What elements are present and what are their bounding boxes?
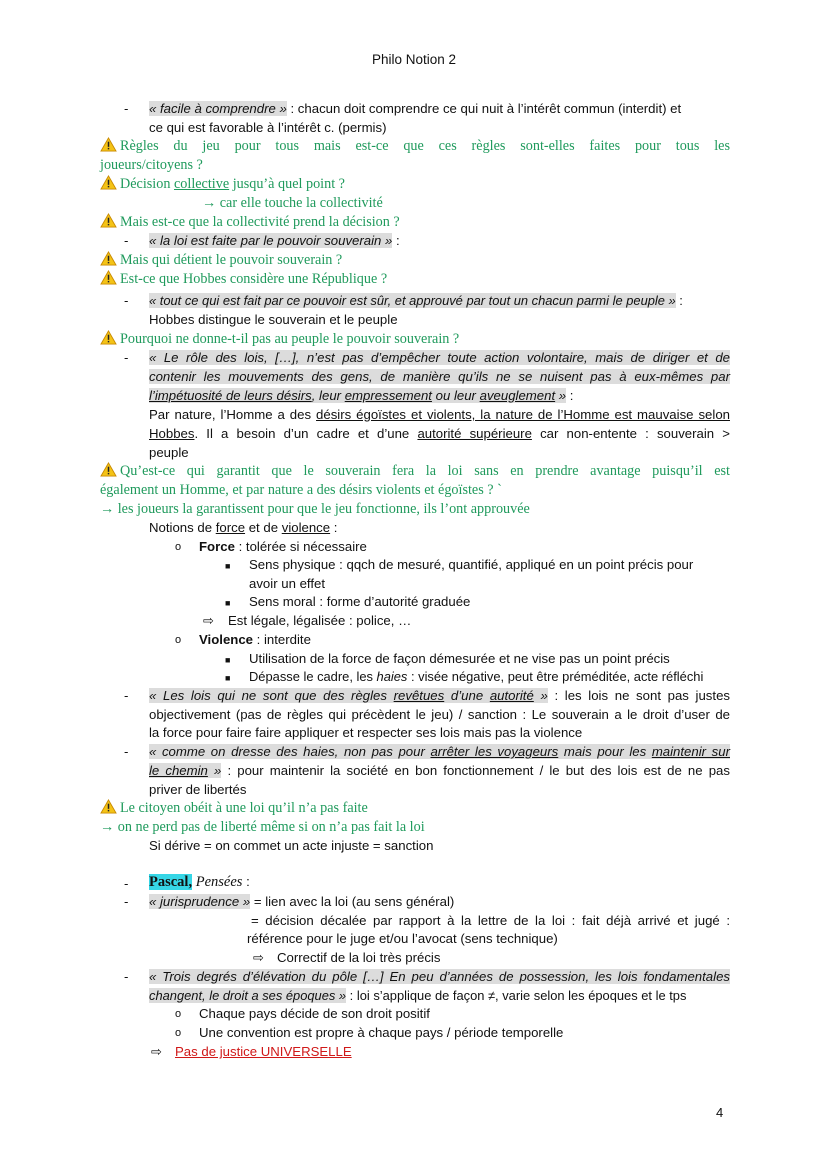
circle-bullet-icon: o (175, 634, 182, 646)
dash-bullet: - (124, 744, 129, 759)
dash-bullet: - (124, 894, 129, 909)
question-line (100, 799, 368, 818)
question-text: jusqu’à quel point ? (229, 176, 345, 192)
text-span: et de (245, 520, 282, 535)
text-line: référence pour le juge et/ou l’avocat (sens technique) (247, 931, 558, 946)
warning-triangle-icon (100, 251, 117, 266)
dash-bullet: - (124, 876, 129, 891)
author-name: Pascal, (149, 874, 193, 890)
text-line (149, 687, 730, 706)
quote: revêtues (393, 688, 445, 703)
text-line (149, 873, 250, 892)
text-span: : interdite (253, 632, 311, 647)
conclusion-text: Pas de justice UNIVERSELLE (175, 1044, 352, 1059)
warning-triangle-icon (100, 799, 117, 814)
quote: contenir les mouvements des gens, de manière qu’ils ne se nuisent pas à eux-mêmes par (149, 369, 730, 384)
arrow-text: car elle touche la collectivité (219, 195, 383, 211)
page-header-title: Philo Notion 2 (371, 52, 457, 67)
text-line (149, 519, 337, 538)
arrow-line (100, 500, 530, 519)
quote: » (207, 763, 222, 778)
text-span: Violence (199, 632, 253, 647)
quote: « facile à comprendre » (149, 101, 287, 116)
quote: changent, le droit a ses époques » (149, 988, 347, 1003)
quote: » (533, 688, 548, 703)
text-line (149, 100, 730, 119)
question-text: Mais est-ce que la collectivité prend la décision ? (120, 214, 400, 230)
double-arrow-icon: ⇨ (253, 950, 265, 965)
question-line (100, 175, 345, 194)
text-span: Notions de (149, 520, 216, 535)
text-line: Est légale, légalisée : police, … (228, 613, 412, 628)
quote: « comme on dresse des haies, non pas pour (149, 744, 431, 759)
double-arrow-icon: ⇨ (203, 613, 215, 628)
text-span: : loi s’applique de façon ≠, varie selon les époques et le tps (346, 988, 687, 1003)
dash-bullet: - (124, 101, 129, 116)
text-line (247, 912, 730, 931)
warning-triangle-icon (100, 330, 117, 345)
text-span: haies (376, 669, 408, 684)
question-text: Mais qui détient le pouvoir souverain ? (120, 252, 343, 268)
text-span: : (675, 293, 683, 308)
text-span: : les lois ne sont pas justes (547, 688, 730, 703)
question-line (100, 270, 387, 289)
quote: maintenir sur (651, 744, 730, 759)
text-line: Utilisation de la force de façon démesurée et ne vise pas un point précis (249, 651, 670, 666)
text-span: car non-entente : souverain > (531, 426, 730, 441)
text-span: = décision décalée par rapport à la lettre de la loi : fait déjà arrivé et jugé : (251, 913, 730, 928)
quote: « Trois degrés d’élévation du pôle […] En peu d’années de possession, les lois fondamentales (149, 969, 730, 984)
circle-bullet-icon: o (175, 1027, 182, 1039)
text-span: = lien avec la loi (au sens général) (250, 894, 455, 909)
question-text: Le citoyen obéit à une loi qu’il n’a pas faite (120, 800, 368, 816)
right-arrow-icon: → (100, 501, 118, 517)
text-line (199, 631, 311, 650)
quote: ou leur (431, 388, 480, 403)
quote: d’une (444, 688, 490, 703)
page-number: 4 (716, 1105, 724, 1120)
square-bullet-icon: ■ (225, 655, 231, 665)
square-bullet-icon: ■ (225, 673, 231, 683)
text-line: ce qui est favorable à l’intérêt c. (permis) (149, 120, 387, 135)
question-text: Décision (120, 176, 174, 192)
question-line (100, 251, 342, 270)
quote: » (555, 388, 567, 403)
text-span: : tolérée si nécessaire (234, 539, 367, 554)
text-line: Correctif de la loi très précis (277, 950, 441, 965)
dash-bullet: - (124, 233, 129, 248)
text-line (149, 893, 454, 912)
dash-bullet: - (124, 350, 129, 365)
text-span: : (566, 388, 574, 403)
text-span: : visée négative, peut être préméditée, acte réfléchi (407, 669, 704, 684)
warning-triangle-icon (100, 213, 117, 228)
text-span: violence (281, 520, 331, 535)
text-line: Hobbes distingue le souverain et le peuple (149, 312, 398, 327)
quote: empressement (344, 388, 432, 403)
text-line: priver de libertés (149, 782, 247, 797)
text-span: Force (199, 539, 235, 554)
quote: « Les lois qui ne sont que des règles (149, 688, 394, 703)
text-line: Une convention est propre à chaque pays / période temporelle (199, 1025, 564, 1040)
question-line: joueurs/citoyens ? (100, 157, 203, 173)
right-arrow-icon: → (202, 195, 220, 211)
text-line (149, 406, 730, 425)
quote: aveuglement (479, 388, 556, 403)
quote: « jurisprudence » (149, 894, 251, 909)
warning-triangle-icon (100, 137, 117, 152)
text-line (249, 668, 703, 687)
question-line (100, 137, 730, 156)
question-line (100, 462, 730, 481)
text-line (149, 987, 686, 1006)
text-line: la force pour faire faire appliquer et respecter ses lois mais pas la violence (149, 725, 583, 740)
text-line (149, 743, 730, 762)
text-span: : (392, 233, 400, 248)
question-line (100, 213, 400, 232)
text-span: : chacun doit comprendre ce qui nuit à l’intérêt commun (interdit) et (286, 101, 682, 116)
text-line (149, 368, 730, 387)
question-text: Est-ce que Hobbes considère une République ? (120, 271, 388, 287)
arrow-line (100, 818, 425, 837)
question-text: Pourquoi ne donne-t-il pas au peuple le pouvoir souverain ? (120, 331, 460, 347)
text-line (149, 232, 400, 251)
question-text: Règles du jeu pour tous mais est-ce que ces règles sont-elles faites pour tous les (120, 138, 730, 154)
quote: , leur (311, 388, 345, 403)
question-text: collective (173, 176, 230, 192)
text-line: Sens moral : forme d’autorité graduée (249, 594, 471, 609)
quote: « tout ce qui est fait par ce pouvoir est sûr, et approuvé par tout un chacun parmi le peuple » (149, 293, 676, 308)
text-line: Chaque pays décide de son droit positif (199, 1006, 430, 1021)
text-line (149, 425, 730, 444)
quote: arrêter les voyageurs (430, 744, 559, 759)
text-span: Par nature, l’Homme a des (149, 407, 317, 422)
double-arrow-icon: ⇨ (151, 1044, 163, 1059)
text-span: Dépasse le cadre, les (249, 669, 377, 684)
quote: l’impétuosité de leurs désirs (149, 388, 312, 403)
text-span: autorité supérieure (417, 426, 532, 441)
arrow-text: les joueurs la garantissent pour que le jeu fonctionne, ils l’ont approuvée (117, 501, 530, 517)
text-line: peuple (149, 445, 189, 460)
text-line (149, 349, 730, 368)
warning-triangle-icon (100, 462, 117, 477)
question-text: Qu’est-ce qui garantit que le souverain fera la loi sans en prendre avantage puisqu’il est (120, 463, 730, 479)
quote: le chemin (149, 763, 208, 778)
arrow-text: on ne perd pas de liberté même si on n’a pas fait la loi (117, 819, 425, 835)
arrow-line (202, 194, 383, 213)
circle-bullet-icon: o (175, 1008, 182, 1020)
text-line (149, 762, 730, 781)
dash-bullet: - (124, 688, 129, 703)
text-line (149, 968, 730, 987)
warning-triangle-icon (100, 270, 117, 285)
text-span: : (330, 520, 338, 535)
quote: autorité (489, 688, 534, 703)
quote: « la loi est faite par le pouvoir souverain » (149, 233, 393, 248)
quote: mais pour les (558, 744, 652, 759)
book-title: Pensées (192, 874, 243, 890)
text-span: : pour maintenir la société en bon fonctionnement / le but des lois est de ne pas (221, 763, 730, 778)
dash-bullet: - (124, 969, 129, 984)
text-span: Hobbes (149, 426, 195, 441)
text-line: Sens physique : qqch de mesuré, quantifié, appliqué en un point précis pour (249, 557, 694, 572)
text-line (149, 387, 573, 406)
quote: « Le rôle des lois, […], n’est pas d’empêcher toute action volontaire, mais de diriger et de (149, 350, 730, 365)
right-arrow-icon: → (100, 819, 118, 835)
text-span: désirs égoïstes et violents, la nature de l’Homme est mauvaise selon (316, 407, 730, 422)
text-span: . Il a besoin d’un cadre et d’une (194, 426, 418, 441)
warning-triangle-icon (100, 175, 117, 190)
text-line (199, 538, 367, 557)
circle-bullet-icon: o (175, 541, 182, 553)
text-span: objectivement (pas de règles qui précèdent le jeu) / sanction : Le souverain a le droit d’user de (149, 707, 730, 722)
text-line (149, 706, 730, 725)
square-bullet-icon: ■ (225, 561, 231, 571)
text-line (149, 292, 683, 311)
question-line (100, 330, 459, 349)
text-line: avoir un effet (249, 576, 326, 591)
question-line: également un Homme, et par nature a des désirs violents et égoïstes ? ` (100, 482, 502, 498)
text-line: Si dérive = on commet un acte injuste = sanction (149, 838, 434, 853)
text-span: : (242, 874, 250, 889)
text-span: force (215, 520, 246, 535)
dash-bullet: - (124, 293, 129, 308)
square-bullet-icon: ■ (225, 598, 231, 608)
